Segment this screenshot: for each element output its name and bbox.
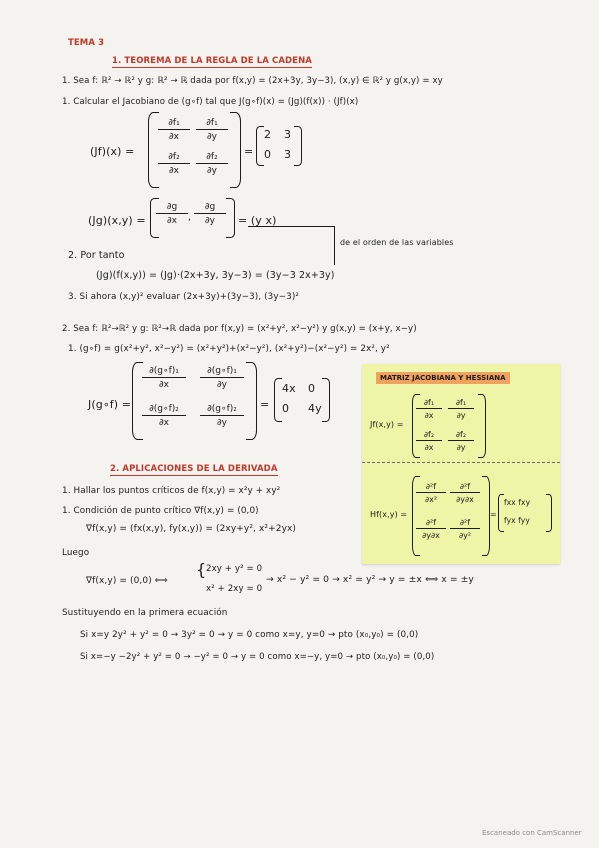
- order-note: de el orden de las variables: [340, 238, 454, 247]
- matrix-entry: 3: [284, 148, 292, 161]
- section-heading-chain-rule: 1. TEOREMA DE LA REGLA DE LA CADENA: [112, 56, 312, 66]
- right-paren: [294, 126, 302, 166]
- jg-label: (Jg)(x,y) =: [88, 214, 146, 227]
- part-2-label: 2. Por tanto: [68, 250, 125, 261]
- partial-fraction: $\frac{\text{∂f₁}}{\partial y}$: [448, 398, 474, 420]
- exercise-critical-points: 1. Hallar los puntos críticos de f(x,y) = x²y + xy²: [62, 486, 281, 496]
- part-2-equation: (Jg)(f(x,y)) = (Jg)·(2x+3y, 3y−3) = (3y−3 2x+3y): [96, 270, 335, 281]
- comma: ,: [188, 212, 192, 223]
- partial-fraction: $\frac{\partial g}{\partial x}$: [156, 202, 188, 226]
- partial-fraction: $\frac{\text{∂f₁}}{\partial x}$: [158, 118, 190, 142]
- system-eq-2: x² + 2xy = 0: [206, 584, 263, 594]
- exercise-2-statement: 2. Sea f: ℝ²→ℝ² y g: ℝ²→ℝ dada por f(x,y) = (x²+y², x²−y²) y g(x,y) = (x+y, x−y): [62, 324, 417, 334]
- right-paren: [226, 198, 235, 238]
- jgf-label: J(g∘f) =: [88, 398, 132, 411]
- jg-result: = (y x): [238, 214, 277, 227]
- divider: [362, 462, 560, 463]
- gradient-line: ∇f(x,y) = (fx(x,y), fy(x,y)) = (2xy+y², x²+2yx): [86, 524, 297, 534]
- luego-label: Luego: [62, 548, 90, 558]
- matrix-entry: 4x: [282, 382, 296, 395]
- partial-fraction: $\frac{\partial g}{\partial y}$: [194, 202, 226, 226]
- partial-fraction: $\frac{\text{∂f₂}}{\partial x}$: [158, 152, 190, 176]
- matrix-entry: 0: [282, 402, 290, 415]
- case-x-equals-y: Si x=y 2y² + y² = 0 → 3y² = 0 → y = 0 como x=y, y=0 → pto (x₀,y₀) = (0,0): [80, 630, 419, 640]
- equals-sign: =: [260, 398, 270, 411]
- curly-brace: {: [196, 560, 207, 579]
- matrix-entry: 2: [264, 128, 272, 141]
- partial-fraction: $\frac{\text{∂²f}}{\text{∂x²}}$: [416, 482, 446, 504]
- right-paren: [546, 494, 552, 532]
- hessian-row: fxx fxy: [504, 498, 531, 507]
- left-paren: [256, 126, 264, 166]
- partial-fraction: $\frac{\text{∂(g∘f)₂}}{\partial x}$: [142, 404, 186, 428]
- exercise-1-statement: 1. Sea f: ℝ² → ℝ² y g: ℝ² → ℝ dada por f(x,y) = (2x+3y, 3y−3), (x,y) ∈ ℝ² y g(x,y) = xy: [62, 76, 443, 86]
- partial-fraction: $\frac{\text{∂(g∘f)₁}}{\partial x}$: [142, 366, 186, 390]
- critical-point-condition: 1. Condición de punto crítico ∇f(x,y) = (0,0): [62, 506, 259, 516]
- scanner-watermark: Escaneado con CamScanner: [482, 829, 582, 837]
- substitution-label: Sustituyendo en la primera ecuación: [62, 608, 228, 618]
- sticky-note-jacobian-hessian: [362, 364, 560, 564]
- matrix-entry: 3: [284, 128, 292, 141]
- exercise-2-line-1: 1. (g∘f) = g(x²+y², x²−y²) = (x²+y²)+(x²−y²), (x²+y²)−(x²−y²) = 2x², y²: [68, 344, 390, 354]
- right-paren: [322, 378, 330, 422]
- section-heading-applications: 2. APLICACIONES DE LA DERIVADA: [110, 464, 278, 474]
- sticky-jf-label: Jf(x,y) =: [370, 420, 404, 429]
- system-result: → x² − y² = 0 → x² = y² → y = ±x ⟺ x = ±y: [266, 574, 474, 585]
- partial-fraction: $\frac{\text{∂f₁}}{\partial x}$: [416, 398, 442, 420]
- exercise-1-part-1: 1. Calcular el Jacobiano de (g∘f) tal que J(g∘f)(x) = (Jg)(f(x)) · (Jf)(x): [62, 97, 359, 107]
- partial-fraction: $\frac{\text{∂²f}}{\partial y\partial x}$: [450, 482, 480, 504]
- left-paren: [274, 378, 282, 422]
- partial-fraction: $\frac{\text{∂²f}}{\partial y\partial x}$: [416, 518, 446, 540]
- right-paren: [246, 362, 257, 440]
- sticky-hf-label: Hf(x,y) =: [370, 510, 408, 519]
- right-paren: [478, 394, 486, 458]
- partial-fraction: $\frac{\text{∂²f}}{\text{∂y²}}$: [450, 518, 480, 540]
- matrix-entry: 0: [264, 148, 272, 161]
- system-lhs: ∇f(x,y) = (0,0) ⟺: [86, 576, 168, 586]
- right-paren: [230, 112, 241, 188]
- part-3-line: 3. Si ahora (x,y)² evaluar (2x+3y)+(3y−3), (3y−3)²: [68, 292, 299, 302]
- partial-fraction: $\frac{\text{∂f₂}}{\partial y}$: [196, 152, 228, 176]
- topic-label: TEMA 3: [68, 38, 105, 48]
- case-x-equals-minus-y: Si x=−y −2y² + y² = 0 → −y² = 0 → y = 0 como x=−y, y=0 → pto (x₀,y₀) = (0,0): [80, 652, 435, 662]
- annotation-bracket: [248, 226, 335, 265]
- partial-fraction: $\frac{\text{∂f₁}}{\partial y}$: [196, 118, 228, 142]
- partial-fraction: $\frac{\text{∂(g∘f)₂}}{\partial y}$: [200, 404, 244, 428]
- partial-fraction: $\frac{\text{∂f₂}}{\partial y}$: [448, 430, 474, 452]
- jf-label: (Jf)(x) =: [90, 145, 135, 158]
- right-paren: [482, 476, 490, 556]
- equals-sign: =: [244, 145, 254, 158]
- partial-fraction: $\frac{\text{∂(g∘f)₁}}{\partial y}$: [200, 366, 244, 390]
- system-eq-1: 2xy + y² = 0: [206, 564, 263, 574]
- hessian-row: fyx fyy: [504, 516, 530, 525]
- matrix-entry: 0: [308, 382, 316, 395]
- sticky-title: MATRIZ JACOBIANA Y HESSIANA: [376, 372, 510, 384]
- matrix-entry: 4y: [308, 402, 322, 415]
- equals-sign: =: [490, 510, 497, 519]
- partial-fraction: $\frac{\text{∂f₂}}{\partial x}$: [416, 430, 442, 452]
